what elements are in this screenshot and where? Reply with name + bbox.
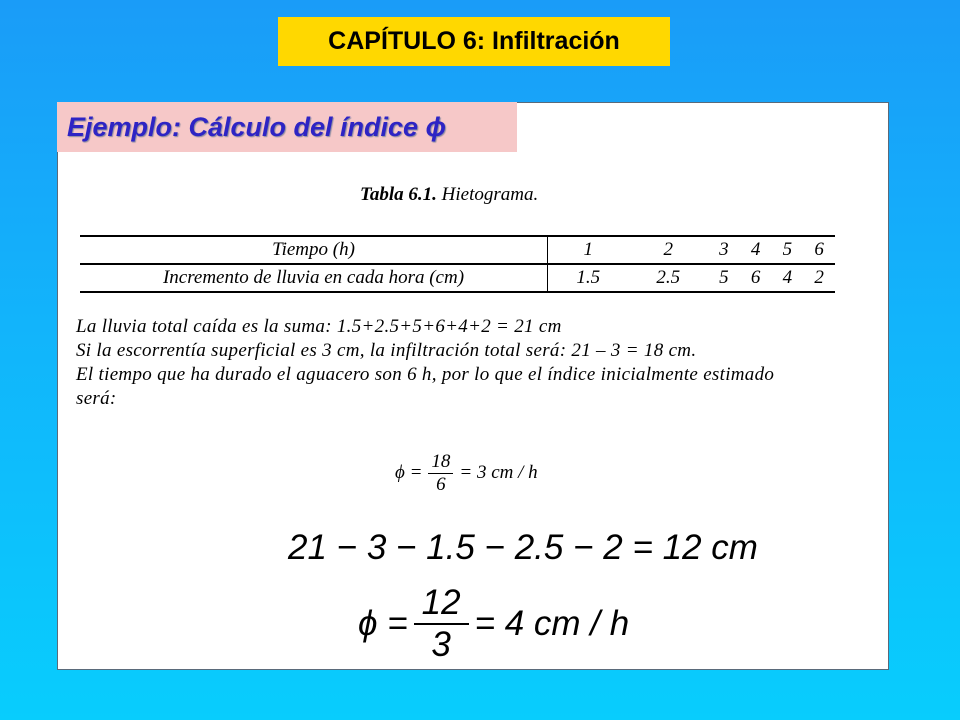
table-caption-text: Hietograma. — [436, 184, 539, 205]
table-cell: 4 — [740, 236, 772, 264]
equation-phi-initial — [395, 443, 538, 503]
explanation-text — [76, 315, 886, 411]
table-cell: 1 — [548, 236, 629, 264]
row-label-time: Tiempo (h) — [80, 236, 548, 264]
table-cell: 6 — [803, 236, 835, 264]
hietograma-table — [80, 235, 835, 293]
equation-infiltration: 21 − 3 − 1.5 − 2.5 − 2 = 12 cm — [288, 528, 758, 567]
table-cell: 3 — [708, 236, 740, 264]
chapter-title: CAPÍTULO 6: Infiltración — [278, 17, 670, 66]
numerator: 12 — [414, 583, 469, 625]
table-cell: 2 — [629, 236, 708, 264]
example-title: Ejemplo: Cálculo del índice ϕ — [57, 102, 517, 152]
table-cell: 1.5 — [548, 264, 629, 292]
table-caption — [360, 184, 538, 206]
table-cell: 6 — [740, 264, 772, 292]
equation-rhs: = 4 cm / h — [474, 604, 630, 643]
row-label-rain: Incremento de lluvia en cada hora (cm) — [80, 264, 548, 292]
fraction — [428, 451, 453, 496]
denominator: 3 — [431, 625, 451, 664]
equation-lhs: ϕ = — [358, 604, 408, 643]
table-row — [80, 264, 835, 292]
text-line: Si la escorrentía superficial es 3 cm, la infiltración total será: 21 – 3 = 18 cm. — [76, 340, 697, 361]
table-row — [80, 236, 835, 264]
equation-phi-final — [358, 582, 629, 666]
denominator: 6 — [436, 473, 446, 495]
table-cell: 2 — [803, 264, 835, 292]
text-line: La lluvia total caída es la suma: 1.5+2.5+5+6+4+2 = 21 cm — [76, 316, 562, 337]
fraction — [414, 583, 469, 665]
table-cell: 5 — [708, 264, 740, 292]
table-caption-number: Tabla 6.1. — [360, 184, 437, 205]
text-line: El tiempo que ha durado el aguacero son 6 h, por lo que el índice inicialmente estimado — [76, 364, 775, 385]
table-cell: 2.5 — [629, 264, 708, 292]
table-cell: 4 — [771, 264, 803, 292]
numerator: 18 — [428, 451, 453, 474]
equation-lhs: ϕ = — [395, 462, 423, 483]
text-line: será: — [76, 388, 117, 409]
equation-rhs: = 3 cm / h — [459, 462, 538, 483]
table-cell: 5 — [771, 236, 803, 264]
